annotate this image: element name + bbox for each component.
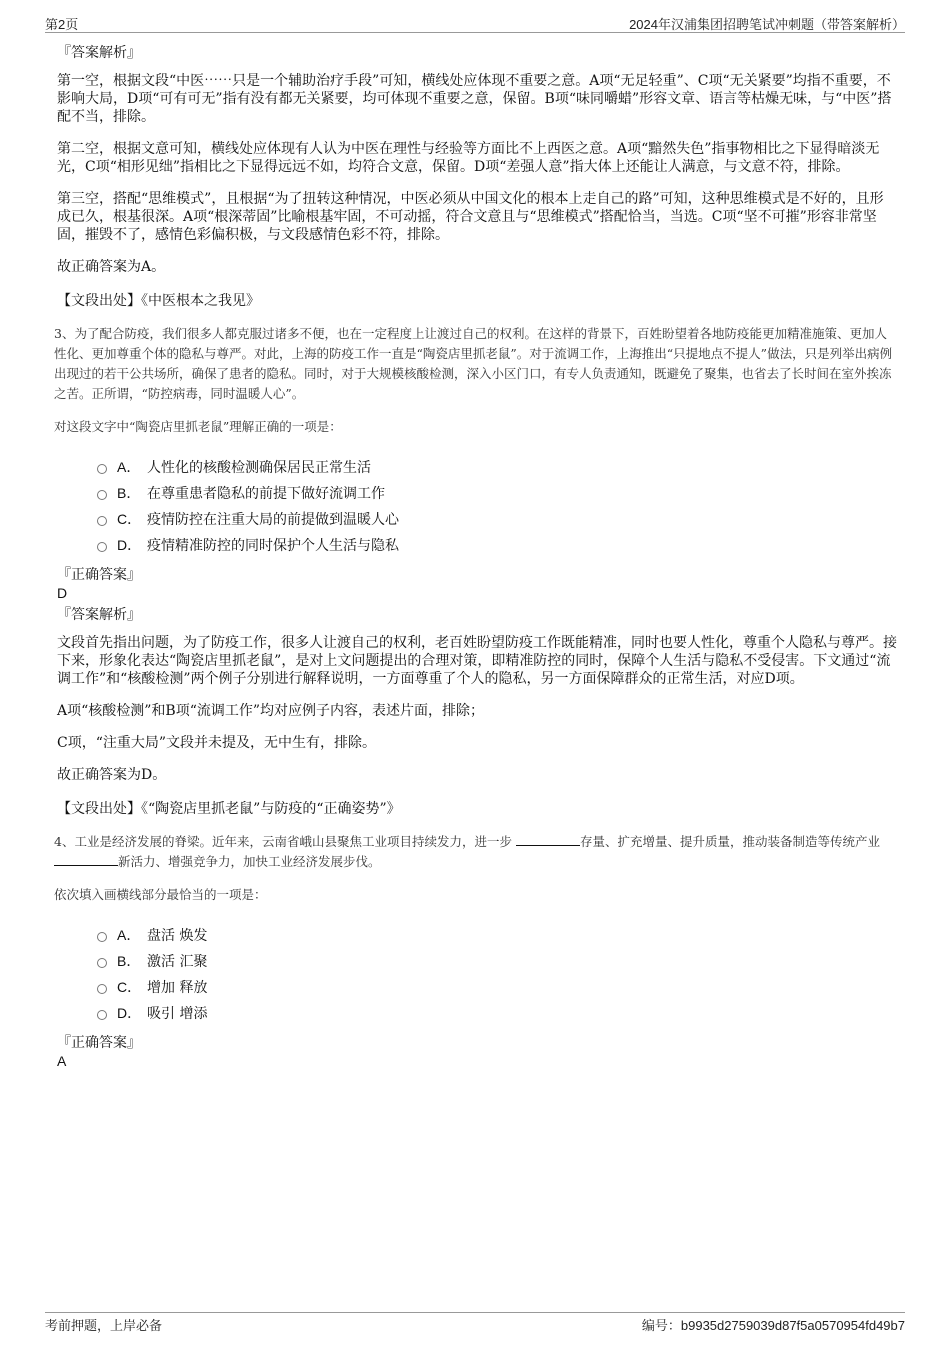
analysis-paragraph: 文段首先指出问题，为了防疫工作，很多人让渡自己的权利，老百姓盼望防疫工作既能精准，同时也要人性化，尊重个人隐私与尊严。接下来，形象化表达“陶瓷店里抓老鼠”，是对上文问题提出的合理对策，即精准防控的同时，保障个人生活与隐私不受侵害。下文通过“流调工作”和“核酸检测”两个例子分别进行解释说明，一方面尊重了个人的隐私，另一方面保障群众的正常生活，对应D项。 [57,635,897,687]
analysis-conclusion: 故正确答案为D。 [57,767,167,783]
question-3-text: 3、为了配合防疫，我们很多人都克服过诸多不便，也在一定程度上让渡过自己的权利。在这样的背景下，百姓盼望着各地防疫能更加精准施策、更加人性化、更加尊重个体的隐私与尊严。对此，上海的防疫工作一直是“陶瓷店里抓老鼠”。对于流调工作，上海推出“只提地点不提人”做法，只是列举出病例出现过的若干公共场所，确保了患者的隐私。同时，对于大规模核酸检测，深入小区门口，有专人负责通知，既避免了聚集，也省去了长时间在室外挨冻之苦。正所谓，“防控病毒，同时温暖人心”。 [54,326,893,401]
analysis-paragraph: A项“核酸检测”和B项“流调工作”均对应例子内容，表述片面，排除； [57,703,485,719]
option-a[interactable] [97,454,897,480]
analysis-tag: 『答案解析』 [57,45,141,61]
option-label: A． [117,927,141,943]
fill-blank [54,853,118,866]
radio-icon[interactable] [97,516,107,526]
correct-answer: D [57,585,68,601]
option-text: 疫情精准防控的同时保护个人生活与隐私 [147,538,399,554]
question-3-options [97,454,897,558]
radio-icon[interactable] [97,932,107,942]
radio-icon[interactable] [97,464,107,474]
correct-answer: A [57,1053,67,1069]
option-text: 盘活 焕发 [147,928,208,944]
question-4-text-part: 存量、扩充增量、提升质量，推动装备制造等传统产业 [579,834,880,849]
analysis-conclusion: 故正确答案为A。 [57,259,166,275]
radio-icon[interactable] [97,984,107,994]
option-c[interactable] [97,506,897,532]
page-footer [45,1312,905,1335]
question-4-text [54,832,897,872]
content [54,44,897,1074]
option-label: D． [117,537,142,553]
option-label: B． [117,953,141,969]
question-4-options [97,922,897,1026]
page-number: 第2页 [45,17,79,32]
option-d[interactable] [97,532,897,558]
page-header [45,12,905,33]
option-b[interactable] [97,480,897,506]
option-b[interactable] [97,948,897,974]
option-text: 激活 汇聚 [147,954,208,970]
analysis-paragraph: 第三空，搭配“思维模式”，且根据“为了扭转这种情况，中医必须从中国文化的根本上走自己的路”可知，这种思维模式是不好的，且形成已久，根基很深。A项“根深蒂固”比喻根基牢固，不可动摇，符合文意且与“思维模式”搭配恰当，当选。C项“坚不可摧”形容非常坚固，摧毁不了，感情色彩偏积极，与文段感情色彩不符，排除。 [57,191,884,243]
radio-icon[interactable] [97,958,107,968]
radio-icon[interactable] [97,542,107,552]
option-c[interactable] [97,974,897,1000]
option-text: 在尊重患者隐私的前提下做好流调工作 [147,486,385,502]
option-a[interactable] [97,922,897,948]
option-text: 增加 释放 [147,980,208,996]
question-4-text-part: 4、工业是经济发展的脊梁。近年来，云南省峨山县聚焦工业项目持续发力，进一步 [54,834,512,849]
question-3-prompt: 对这段文字中“陶瓷店里抓老鼠”理解正确的一项是： [54,419,342,434]
option-label: C． [117,511,142,527]
correct-answer-tag: 『正确答案』 [57,1035,141,1051]
document-title: 2024年汉浦集团招聘笔试冲刺题（带答案解析） [629,17,905,32]
option-label: D． [117,1005,142,1021]
analysis-paragraph: C项，“注重大局”文段并未提及，无中生有，排除。 [57,735,377,751]
option-text: 疫情防控在注重大局的前提做到温暖人心 [147,512,399,528]
source-citation: 【文段出处】《“陶瓷店里抓老鼠”与防疫的“正确姿势”》 [57,801,401,817]
option-label: C． [117,979,142,995]
fill-blank [516,833,580,846]
radio-icon[interactable] [97,1010,107,1020]
correct-answer-tag: 『正确答案』 [57,567,141,583]
analysis-paragraph: 第二空，根据文意可知，横线处应体现有人认为中医在理性与经验等方面比不上西医之意。A项“黯然失色”指事物相比之下显得暗淡无光，C项“相形见绌”指相比之下显得远远不如，均符合文意，保留。D项“差强人意”指大体上还能让人满意，与文意不符，排除。 [57,141,880,175]
option-text: 人性化的核酸检测确保居民正常生活 [147,460,371,476]
option-text: 吸引 增添 [147,1006,208,1022]
question-4-prompt: 依次填入画横线部分最恰当的一项是： [54,887,267,902]
option-label: A． [117,459,141,475]
source-citation: 【文段出处】《中医根本之我见》 [57,293,260,309]
question-4-text-part: 新活力、增强竞争力，加快工业经济发展步伐。 [118,854,381,869]
radio-icon[interactable] [97,490,107,500]
footer-slogan: 考前押题，上岸必备 [45,1318,163,1333]
analysis-paragraph: 第一空，根据文段“中医⋯⋯只是一个辅助治疗手段”可知，横线处应体现不重要之意。A项“无足轻重”、C项“无关紧要”均指不重要，不影响大局，D项“可有可无”指有没有都无关紧要，均可体现不重要之意，保留。B项“味同嚼蜡”形容文章、语言等枯燥无味，与“中医”搭配不当，排除。 [57,73,892,125]
option-d[interactable] [97,1000,897,1026]
option-label: B． [117,485,141,501]
document-code: 编号：b9935d2759039d87f5a0570954fd49b7 [641,1318,905,1333]
analysis-tag: 『答案解析』 [57,607,141,623]
